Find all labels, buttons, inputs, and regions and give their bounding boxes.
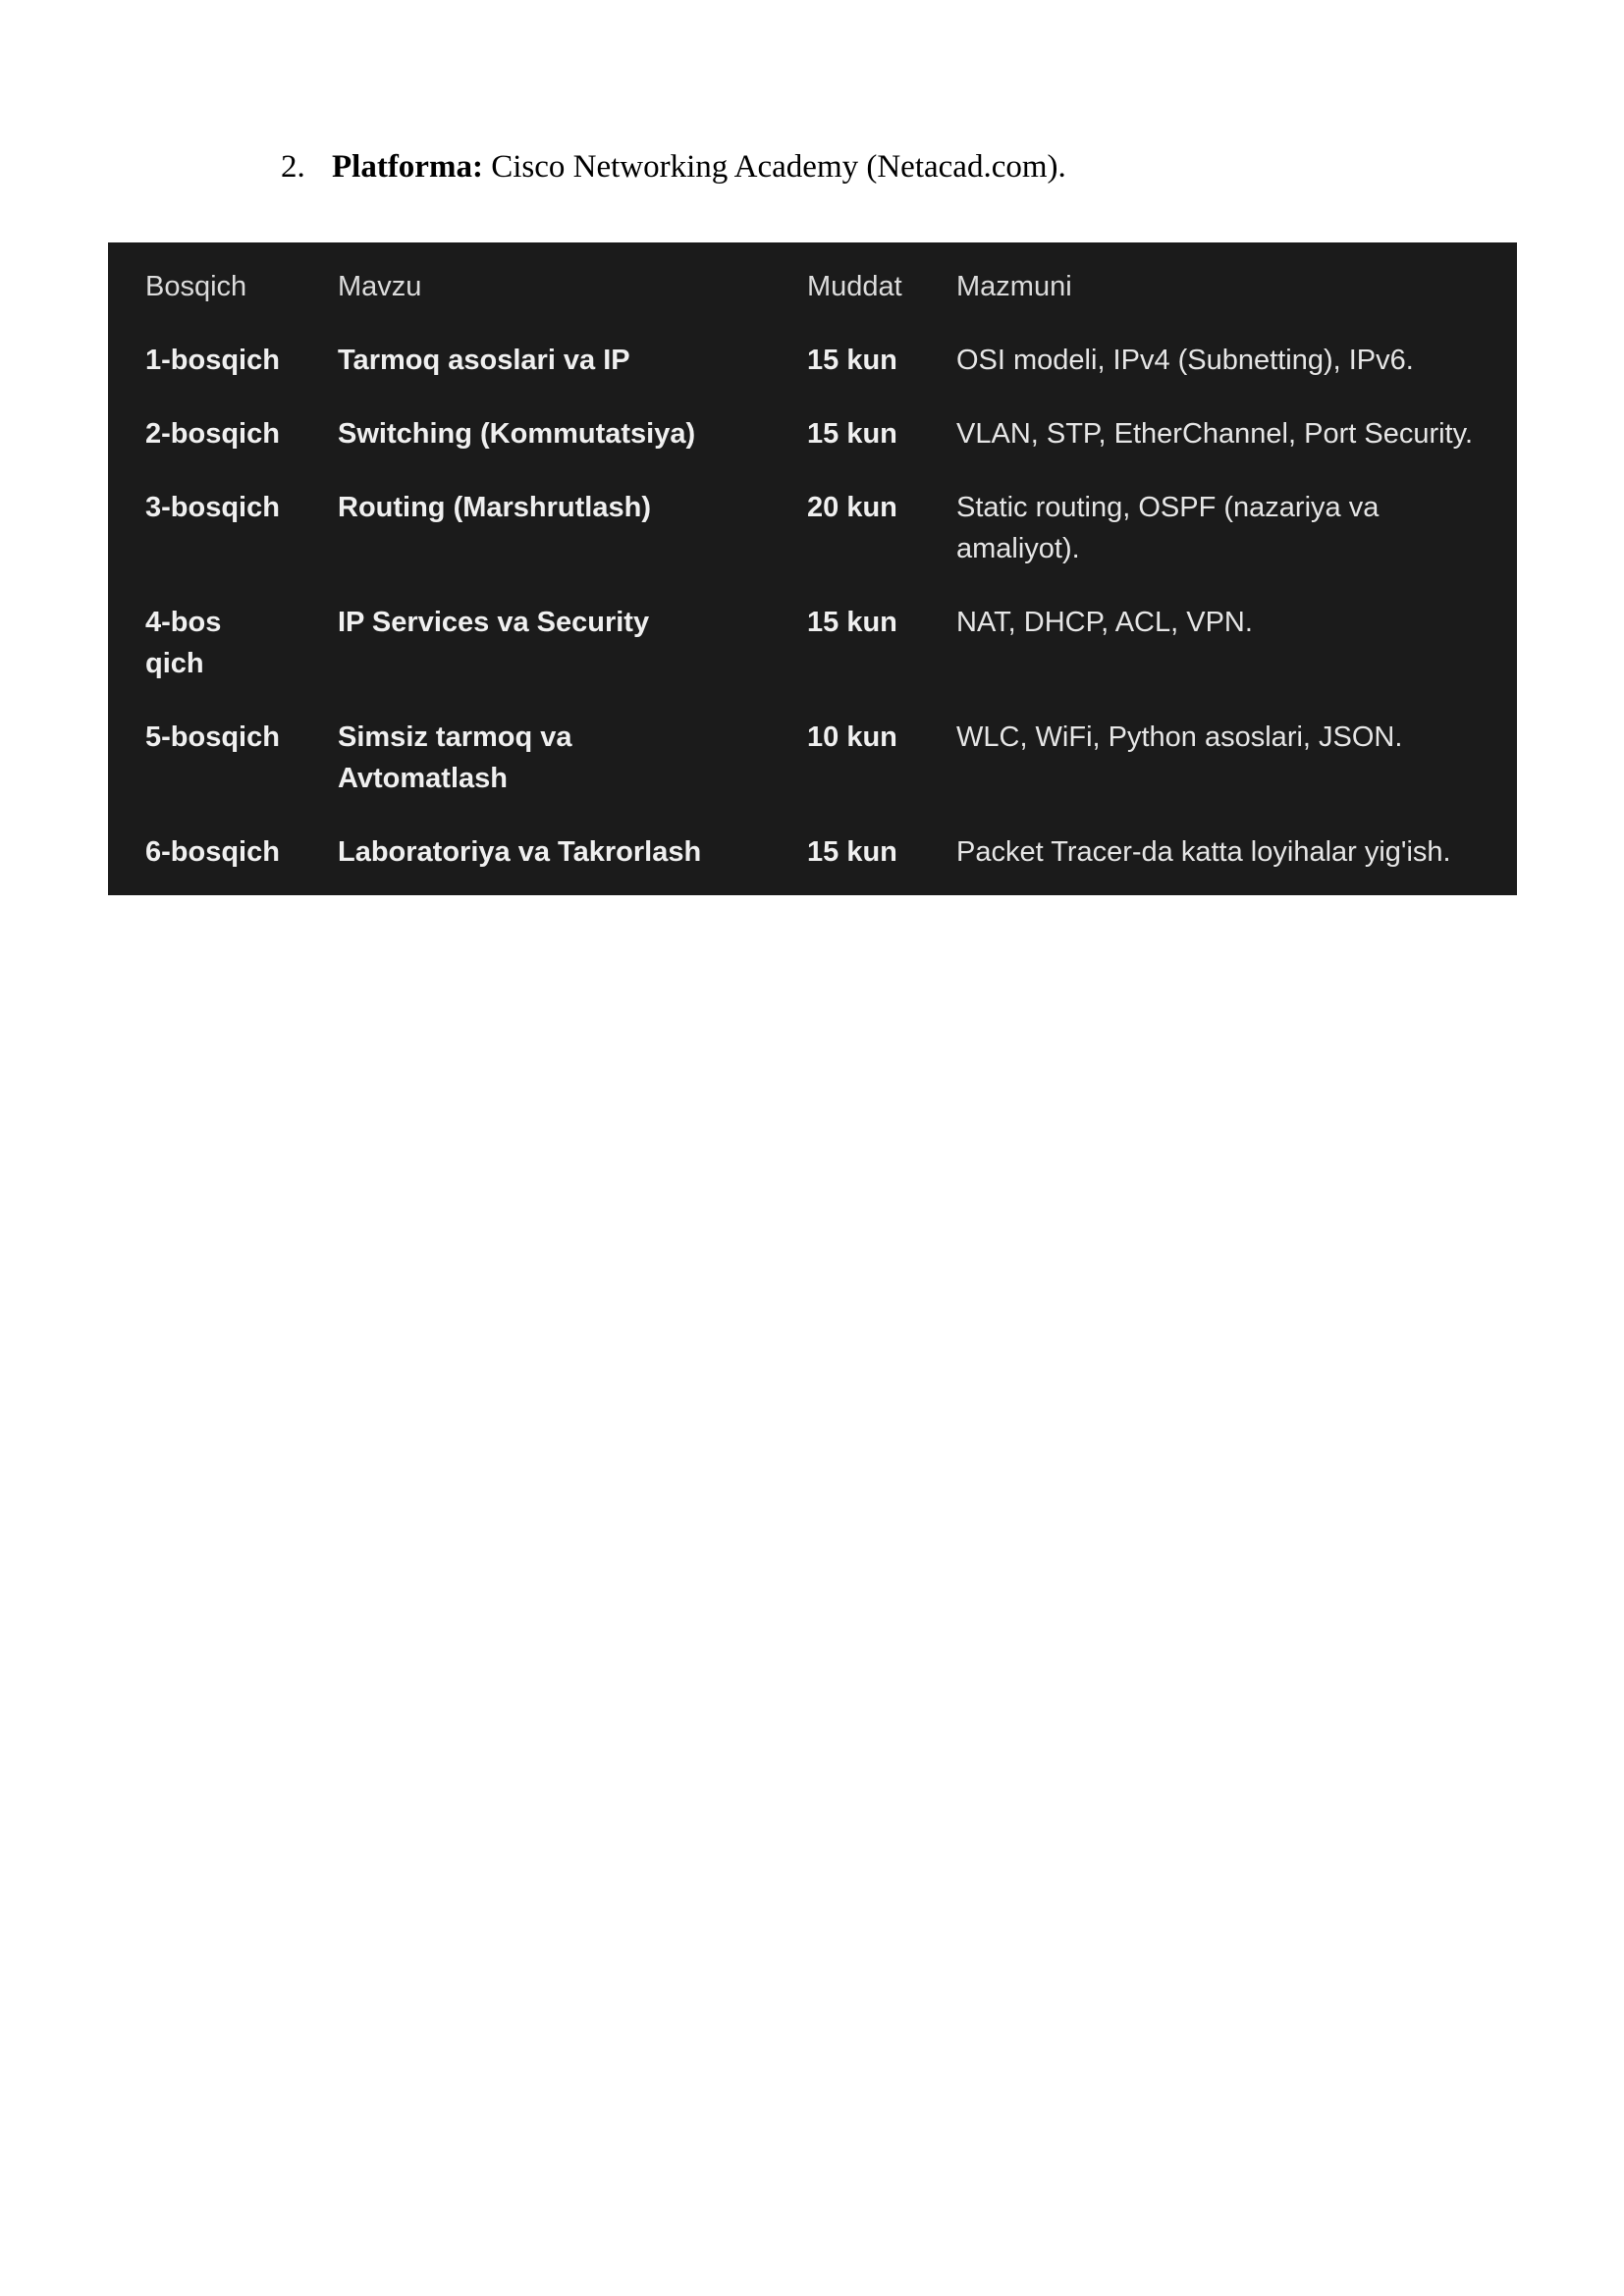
table-row	[145, 602, 1506, 717]
table-row	[145, 413, 1506, 487]
cell-content: NAT, DHCP, ACL, VPN.	[956, 607, 1253, 638]
cell-content: WLC, WiFi, Python asoslari, JSON.	[956, 721, 1403, 753]
table-header-row	[145, 266, 1506, 340]
cell-stage: 1-bosqich	[145, 345, 280, 376]
header-stage: Bosqich	[145, 271, 247, 302]
cell-topic: Routing (Marshrutlash)	[338, 492, 651, 523]
cell-duration: 15 kun	[807, 607, 897, 638]
list-label: Platforma:	[332, 149, 483, 185]
cell-duration: 15 kun	[807, 836, 897, 868]
cell-stage: 2-bosqich	[145, 418, 280, 450]
cell-stage: 3-bosqich	[145, 492, 280, 523]
cell-duration: 20 kun	[807, 492, 897, 523]
cell-content: Packet Tracer-da katta loyihalar yig'ish.	[956, 836, 1451, 868]
cell-topic: Laboratoriya va Takrorlash	[338, 836, 702, 868]
table-row	[145, 831, 1506, 905]
curriculum-table	[145, 266, 1506, 905]
header-duration: Muddat	[807, 271, 902, 302]
cell-duration: 15 kun	[807, 345, 897, 376]
cell-content: Static routing, OSPF (nazariya va amaliyot).	[956, 492, 1380, 564]
curriculum-table-image	[108, 242, 1517, 895]
cell-topic: Switching (Kommutatsiya)	[338, 418, 696, 450]
cell-stage: 5-bosqich	[145, 721, 280, 753]
cell-duration: 15 kun	[807, 418, 897, 450]
cell-stage: 6-bosqich	[145, 836, 280, 868]
cell-stage	[145, 602, 244, 717]
cell-topic	[338, 717, 807, 831]
cell-duration: 10 kun	[807, 721, 897, 753]
cell-content: OSI modeli, IPv4 (Subnetting), IPv6.	[956, 345, 1414, 376]
header-content: Mazmuni	[956, 271, 1072, 302]
list-text: Cisco Networking Academy (Netacad.com).	[482, 149, 1066, 185]
cell-content: VLAN, STP, EtherChannel, Port Security.	[956, 418, 1474, 450]
table-row	[145, 717, 1506, 831]
cell-topic: Tarmoq asoslari va IP	[338, 345, 630, 376]
list-number: 2.	[281, 149, 305, 185]
header-topic: Mavzu	[338, 271, 422, 302]
cell-stage-text: 4-bosqich	[145, 607, 222, 679]
list-item-platform	[281, 149, 1066, 186]
table-row	[145, 487, 1506, 602]
cell-topic: IP Services va Security	[338, 607, 650, 638]
table-row	[145, 340, 1506, 413]
cell-topic-text: Simsiz tarmoq va Avtomatlash	[338, 721, 572, 794]
